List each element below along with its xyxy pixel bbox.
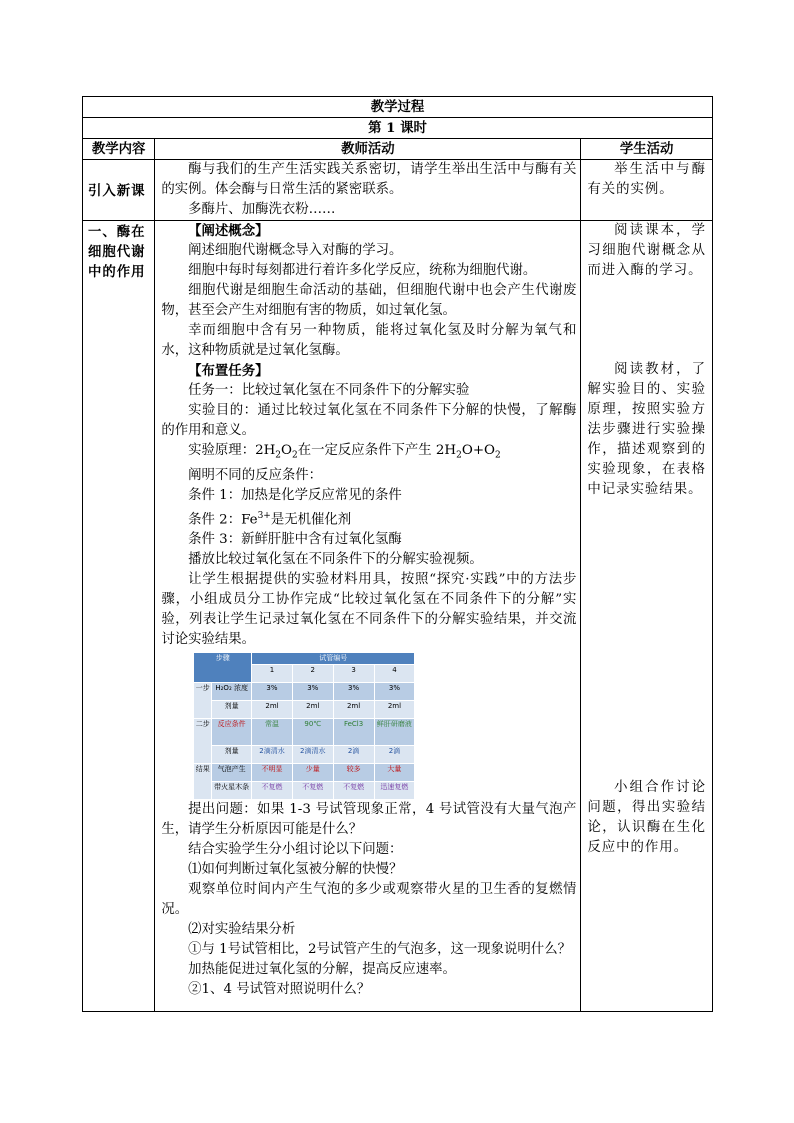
concept-heading: 【阐述概念】 [188, 223, 269, 239]
teacher-paragraph: 酶与我们的生产生活实践关系密切，请学生举出生活中与酶有关的实例。体会酶与日常生活的紧密联系。 [161, 162, 577, 197]
condition-3: 条件 3：新鲜肝脏中含有过氧化氢酶 [188, 532, 402, 548]
row-label: 气泡产生 [212, 764, 252, 782]
cell: 鲜肝研磨液 [374, 719, 415, 746]
teacher-paragraph: 细胞代谢是细胞生命活动的基础，但细胞代谢中也会产生代谢废物，甚至会产生对细胞有害的物质，如过氧化氢。 [161, 283, 577, 318]
row-teacher-cell [155, 160, 581, 221]
cell: FeCl3 [333, 719, 374, 746]
cell: 3% [374, 683, 415, 701]
tube-number: 4 [374, 665, 415, 683]
row-teacher-cell [155, 221, 581, 1012]
student-activity: 小组合作讨论问题，得出实验结论，认识酶在生化反应中的作用。 [587, 780, 706, 855]
teaching-process-table [82, 96, 713, 1012]
header-student: 学生活动 [581, 139, 713, 160]
experiment-table-image [155, 650, 580, 800]
teacher-paragraph: 让学生根据提供的实验材料用具，按照“探究·实践”中的方法步骤，小组成员分工协作完成“比较过氧化氢在不同条件下的分解”实验，列表让学生记录过氧化氢在不同条件下的分解实验结果，并交流讨论实验结果。 [161, 572, 577, 648]
cell: 3% [333, 683, 374, 701]
step-2-label: 二步 [194, 719, 212, 764]
tube-number: 2 [292, 665, 333, 683]
tube-header: 试管编号 [252, 653, 415, 665]
cell: 大量 [374, 764, 415, 782]
cell: 不复燃 [252, 782, 293, 800]
table-row [83, 160, 713, 221]
cell: 2ml [374, 701, 415, 719]
cell: 2ml [333, 701, 374, 719]
teacher-paragraph: 多酶片、加酶洗衣粉…… [188, 202, 336, 217]
row-label: 反应条件 [212, 719, 252, 746]
cell: 3% [292, 683, 333, 701]
teacher-paragraph: 实验目的：通过比较过氧化氢在不同条件下分解的快慢，了解酶的作用和意义。 [161, 403, 577, 438]
teacher-paragraph: 任务一：比较过氧化氢在不同条件下的分解实验 [188, 383, 470, 398]
cell: 不明显 [252, 764, 293, 782]
row-label: 剂量 [212, 746, 252, 764]
condition-2: 条件 2：$Fe^{3+}$是无机催化剂 [188, 510, 352, 528]
cell: 迅速复燃 [374, 782, 415, 800]
teacher-paragraph: 观察单位时间内产生气泡的多少或观察带火星的卫生香的复燃情况。 [161, 882, 577, 918]
document [82, 96, 713, 1012]
step-1-label: 一步 [194, 683, 212, 719]
cell: 较多 [333, 764, 374, 782]
teacher-paragraph: ⑴如何判断过氧化氢被分解的快慢？ [188, 862, 403, 878]
tube-number: 3 [333, 665, 374, 683]
cell: 2滴清水 [252, 746, 293, 764]
cell: 3% [252, 683, 293, 701]
task-heading: 【布置任务】 [188, 363, 269, 379]
teacher-paragraph: ⑵对实验结果分析 [188, 922, 296, 938]
condition-1: 条件 1：加热是化学反应常见的条件 [188, 487, 402, 503]
row-label: 带火星木条 [212, 782, 252, 800]
cell: 2ml [252, 701, 293, 719]
header-teacher: 教师活动 [155, 139, 581, 160]
reaction-principle: 实验原理：$2H_2O_2$在一定反应条件下产生 $2H_2O+O_2$ [188, 443, 501, 461]
tube-number: 1 [252, 665, 293, 683]
cell: 不复燃 [292, 782, 333, 800]
teacher-paragraph: 阐述细胞代谢概念导入对酶的学习。 [188, 243, 403, 258]
row-label: H₂O₂ 浓度 [212, 683, 252, 701]
cell: 2滴清水 [292, 746, 333, 764]
table-row [83, 221, 713, 1012]
teacher-paragraph: 播放比较过氧化氢在不同条件下的分解实验视频。 [188, 552, 483, 568]
result-label: 结果 [194, 764, 212, 800]
row-student-cell [581, 160, 713, 221]
row-label: 剂量 [212, 701, 252, 719]
cell: 2滴 [333, 746, 374, 764]
teacher-paragraph: 阐明不同的反应条件： [188, 467, 323, 483]
experiment-table [193, 652, 415, 800]
session-label: 第 1 课时 [83, 118, 713, 139]
teacher-paragraph: ①与 1号试管相比，2号试管产生的气泡多，这一现象说明什么？ [188, 942, 571, 958]
teacher-paragraph: 结合实验学生分小组讨论以下问题： [188, 842, 403, 858]
row-student-cell [581, 221, 713, 1012]
cell: 常温 [252, 719, 293, 746]
cell: 2滴 [374, 746, 415, 764]
teacher-paragraph: ②1、4 号试管对照说明什么？ [188, 982, 371, 998]
teacher-paragraph: 细胞中每时每刻都进行着许多化学反应，统称为细胞代谢。 [188, 263, 537, 278]
teacher-paragraph: 幸而细胞中含有另一种物质，能将过氧化氢及时分解为氧气和水，这种物质就是过氧化氢酶。 [161, 323, 577, 358]
student-activity: 阅读教材，了解实验目的、实验原理，按照实验方法步骤进行实验操作，描述观察到的实验现象，在表格中记录实验结果。 [587, 362, 706, 497]
content-label-enzyme: 一、酶在细胞代谢中的作用 [88, 224, 146, 280]
teacher-paragraph: 加热能促进过氧化氢的分解，提高反应速率。 [188, 962, 456, 978]
step-header: 步骤 [194, 653, 252, 683]
cell: 2ml [292, 701, 333, 719]
table-title: 教学过程 [83, 97, 713, 118]
row-content-cell [83, 160, 155, 221]
student-activity: 阅读课本，学习细胞代谢概念从而进入酶的学习。 [587, 223, 706, 278]
cell: 少量 [292, 764, 333, 782]
student-activity: 举生活中与酶有关的实例。 [587, 162, 706, 197]
content-label-intro: 引入新课 [88, 182, 146, 199]
cell: 不复燃 [333, 782, 374, 800]
row-content-cell [83, 221, 155, 1012]
header-content: 教学内容 [83, 139, 155, 160]
teacher-paragraph: 提出问题：如果 1-3 号试管现象正常，4 号试管没有大量气泡产生，请学生分析原因可能是什么？ [161, 802, 577, 838]
cell: 90℃ [292, 719, 333, 746]
